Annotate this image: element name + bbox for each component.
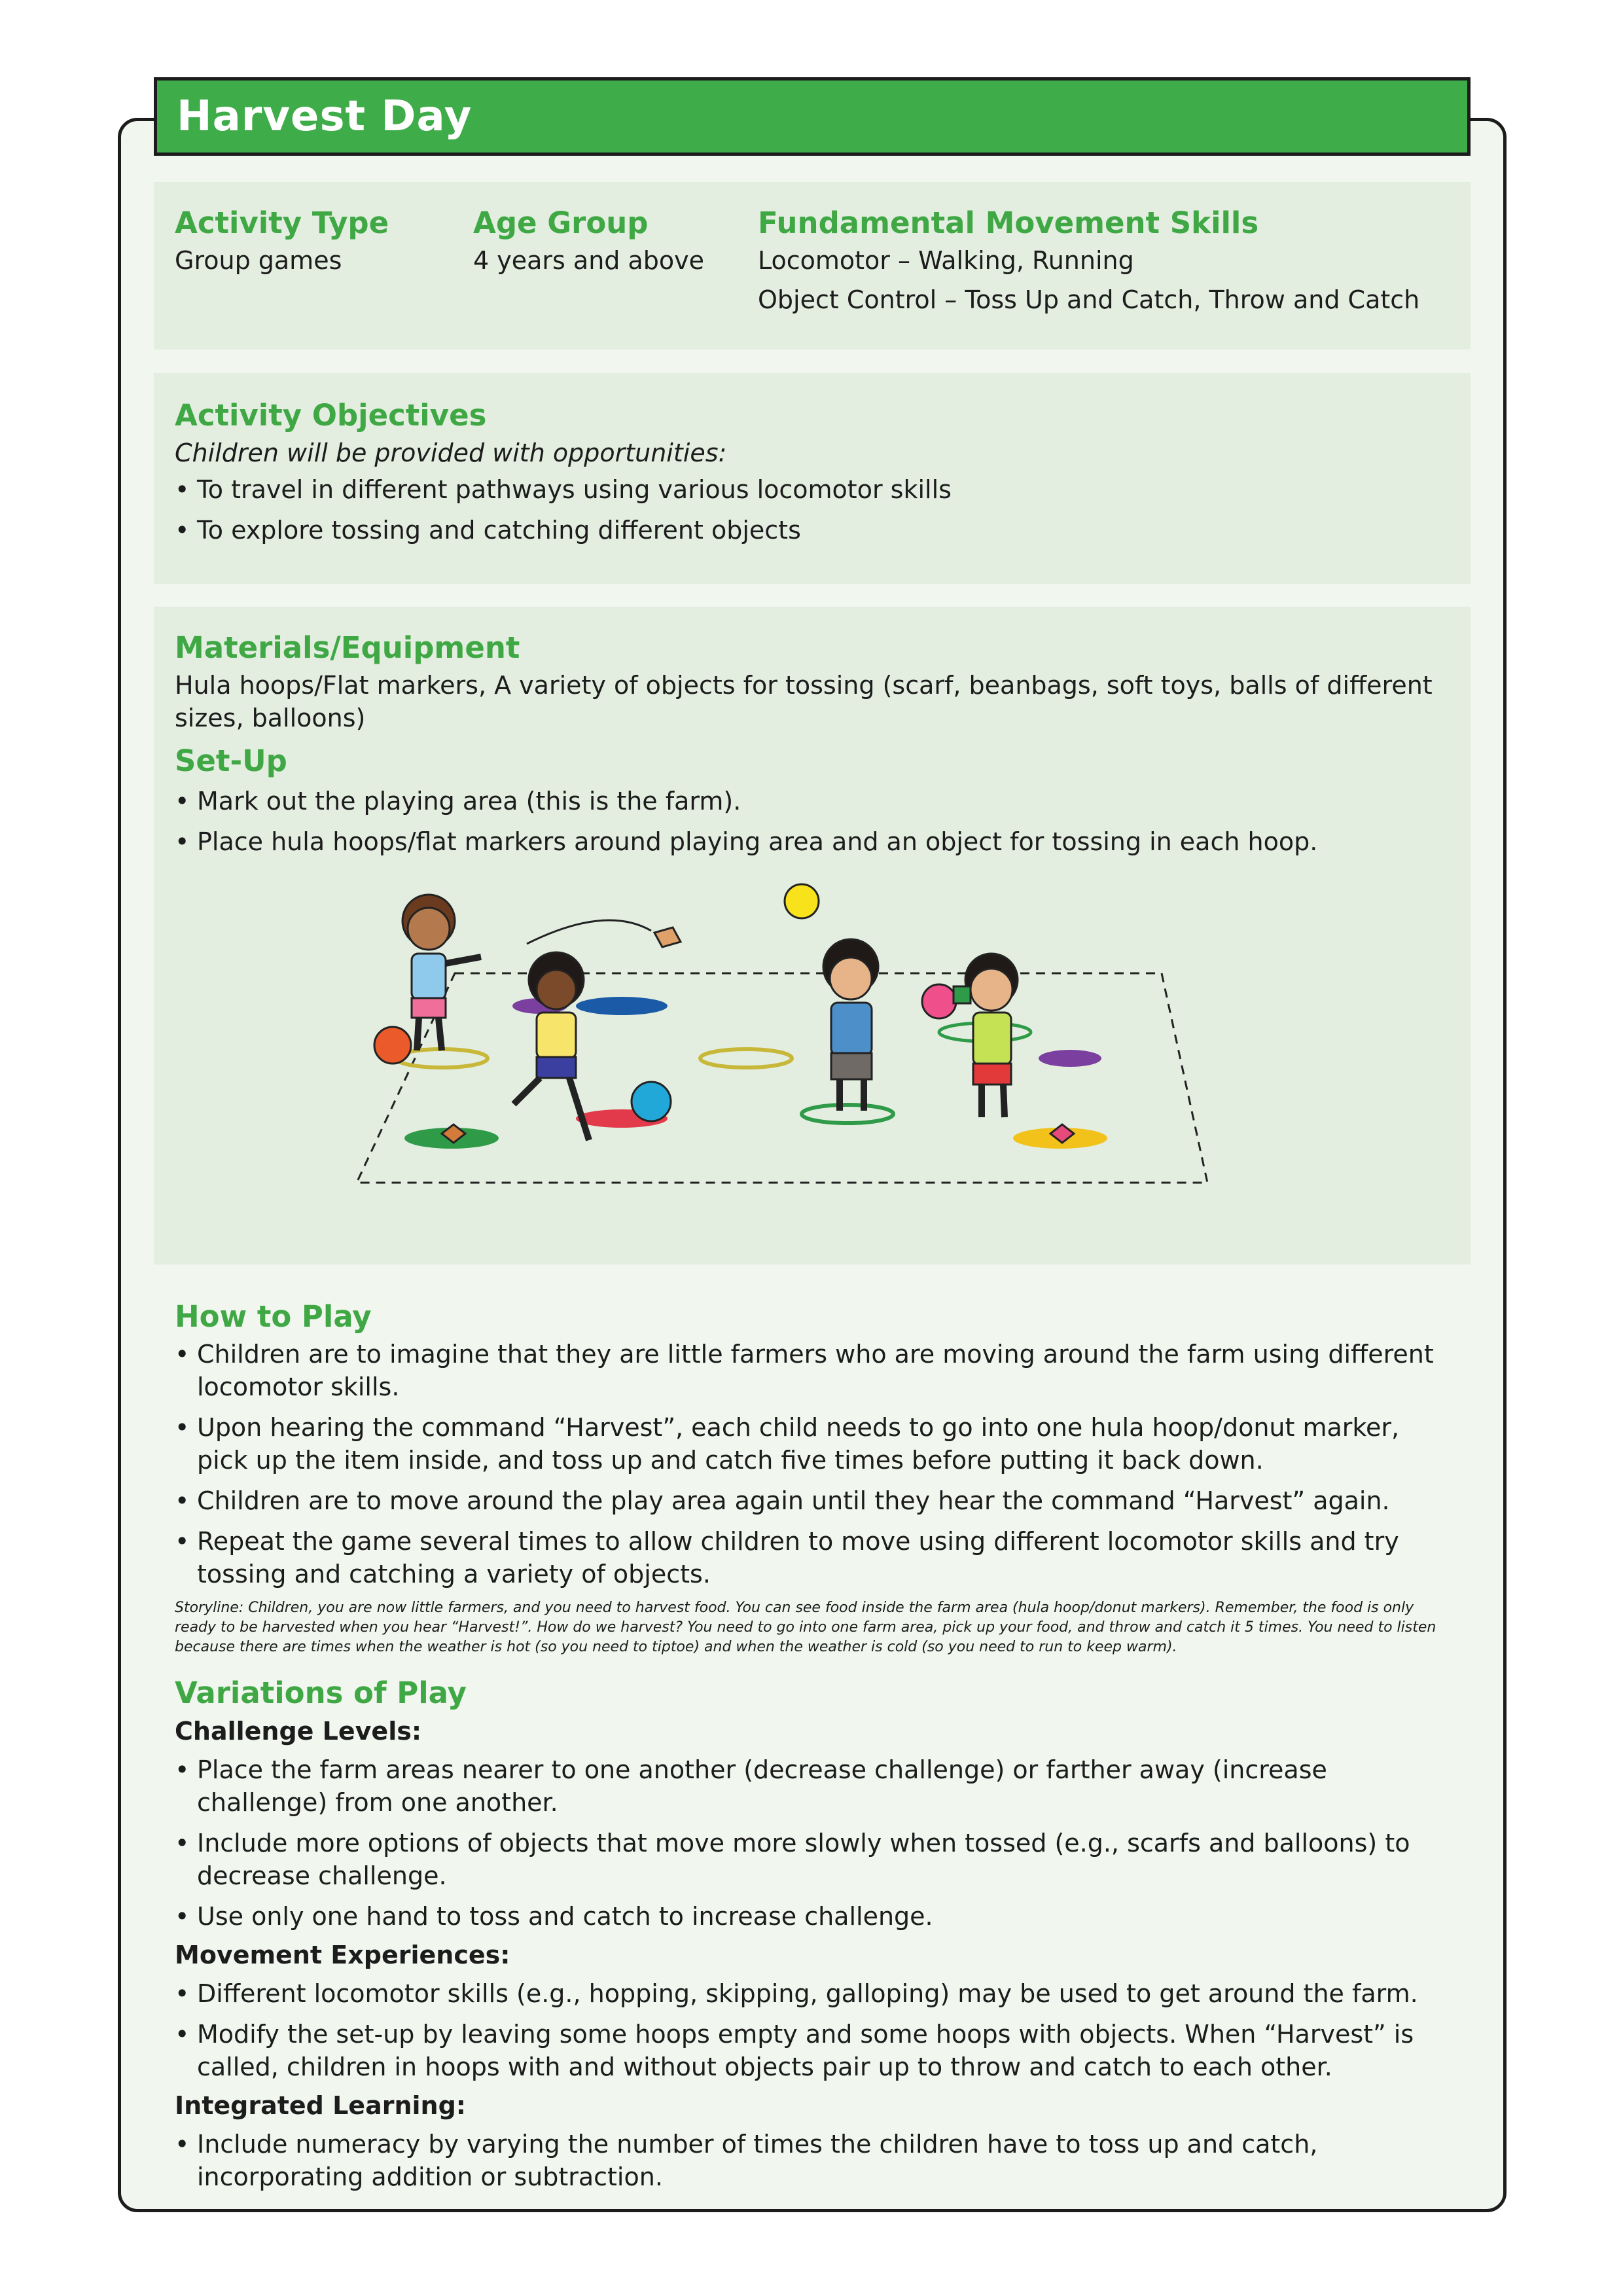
child-girl-left [402,895,481,1050]
how-to-play-item: • Repeat the game several times to allow children to move using different locomotor skills and try tossing and catching a variety of objects. [175,1525,1457,1590]
age-group-value: 4 years and above [473,246,705,275]
storyline-text: Storyline: Children, you are now little farmers, and you need to harvest food. You can see food inside the farm area (hula hoop/donut markers). Remember, the food is only ready to be harvested when you hear “Harvest!”. How do we harvest? You need to go into one farm area, pick up your food, and throw and catch it 5 times. You need to listen because there are times when the weather is hot (so you need to tiptoe) and when the weather is cold (so you need to run to keep warm). [175,1600,1436,1655]
objective-item: • To explore tossing and catching different objects [175,514,1450,547]
activity-type-heading: Activity Type [175,206,389,240]
ball-orange [374,1027,411,1064]
activity-type-value: Group games [175,246,342,275]
objectives-intro: Children will be provided with opportunities: [175,439,727,467]
ball-yellow [785,884,819,918]
skills-heading: Fundamental Movement Skills [758,206,1259,240]
child-boy-running [514,952,589,1140]
activity-type-block [175,206,389,281]
hoop-green-ring [802,1105,893,1123]
skills-block [758,206,1419,320]
how-to-play-list [175,1338,1457,1590]
how-to-play-item: • Children are to imagine that they are little farmers who are moving around the farm using different locomotor skills. [175,1338,1457,1403]
overview-panel [154,182,1471,350]
objectives-list [175,473,1450,547]
how-to-play-item: • Children are to move around the play area again until they hear the command “Harvest” again. [175,1484,1457,1517]
setup-heading: Set-Up [175,744,287,778]
page-title: Harvest Day [177,92,473,141]
how-to-play-section [175,1299,1457,2201]
challenge-heading: Challenge Levels: [175,1717,422,1746]
toss-arc [527,920,651,944]
integrated-list [175,2128,1457,2193]
setup-item: • Mark out the playing area (this is the farm). [175,785,1450,817]
movement-list [175,1977,1457,2083]
farm-boundary [357,973,1207,1183]
title-bar [154,77,1471,156]
beanbag-tossed [654,927,681,947]
hoop-blue [576,997,668,1015]
materials-text: Hula hoops/Flat markers, A variety of objects for tossing (scarf, beanbags, soft toys, balls of different sizes, balloons) [175,671,1433,732]
playing-area-illustration [330,882,1286,1222]
child-girl-right [954,954,1018,1117]
how-to-play-heading: How to Play [175,1299,372,1334]
objectives-heading: Activity Objectives [175,398,487,433]
how-to-play-item: • Upon hearing the command “Harvest”, each child needs to go into one hula hoop/donut marker, pick up the item inside, and toss up and catch five times before putting it back down. [175,1411,1457,1477]
integrated-item: • Include numeracy by varying the number of times the children have to toss up and catch, incorporating addition or subtraction. [175,2128,1457,2193]
integrated-heading: Integrated Learning: [175,2091,466,2120]
hoop-purple-2 [1039,1050,1101,1067]
movement-item: • Different locomotor skills (e.g., hopping, skipping, galloping) may be used to get around the farm. [175,1977,1457,2010]
objectives-panel [154,373,1471,584]
skills-line-2: Object Control – Toss Up and Catch, Throw and Catch [758,285,1420,314]
challenge-item: • Include more options of objects that move more slowly when tossed (e.g., scarfs and balloons) to decrease challenge. [175,1827,1457,1892]
setup-item: • Place hula hoops/flat markers around playing area and an object for tossing in each hoop. [175,825,1450,858]
objective-item: • To travel in different pathways using various locomotor skills [175,473,1450,506]
skills-line-1: Locomotor – Walking, Running [758,246,1134,275]
challenge-item: • Place the farm areas nearer to one another (decrease challenge) or farther away (increase challenge) from one another. [175,1753,1457,1819]
age-group-heading: Age Group [473,206,649,240]
materials-heading: Materials/Equipment [175,630,520,665]
ball-pink [922,984,956,1018]
hoop-yellow-ring-2 [700,1049,792,1067]
challenge-list [175,1753,1457,1933]
age-group-block [473,206,704,281]
variations-heading: Variations of Play [175,1676,467,1710]
ball-cyan [632,1082,671,1121]
challenge-item: • Use only one hand to toss and catch to increase challenge. [175,1900,1457,1933]
materials-setup-panel [154,607,1471,1265]
child-boy-catching [823,939,878,1111]
movement-heading: Movement Experiences: [175,1941,510,1969]
setup-list [175,785,1450,858]
movement-item: • Modify the set-up by leaving some hoops empty and some hoops with objects. When “Harvest” is called, children in hoops with and without objects pair up to throw and catch to each other. [175,2018,1457,2083]
